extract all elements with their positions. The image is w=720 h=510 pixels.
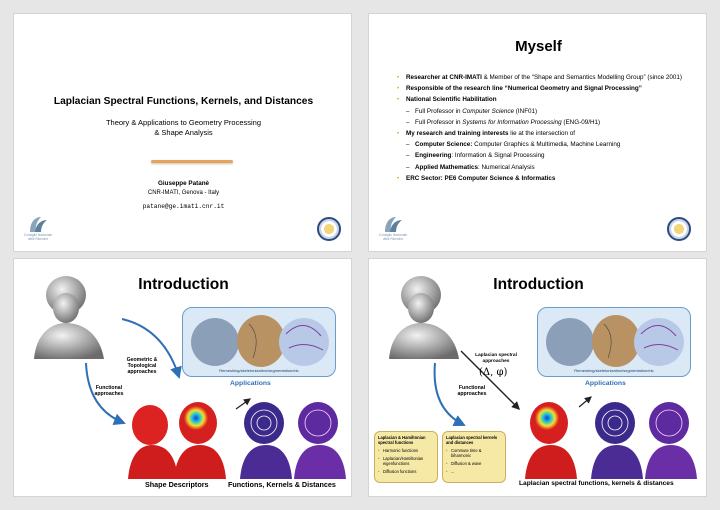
sub-item: – Computer Science: Computer Graphics & Multimedia, Machine Learning xyxy=(406,141,621,149)
item-text: lie at the intersection of xyxy=(508,129,576,137)
list-item xyxy=(397,74,702,82)
list-item xyxy=(397,96,702,104)
cnr-logo xyxy=(21,214,55,244)
label-line: Functional xyxy=(95,385,123,391)
author-email: patane@ge.imati.cnr.it xyxy=(142,203,225,210)
item-text: & Member of the “Shape and Semantics Modelling Group” (since 2001) xyxy=(481,74,683,81)
bullet-icon: • xyxy=(397,97,400,104)
sub-text: Computer Graphics & Multimedia, Machine Learning xyxy=(472,141,621,149)
sub-text: Full Professor in xyxy=(415,118,463,126)
applications-label: Applications xyxy=(585,380,626,387)
box-item: • Diffusion & wave xyxy=(446,461,502,466)
sub-item: – Full Professor in Computer Science (INF01) xyxy=(406,107,538,115)
cnr-logo-icon xyxy=(376,214,410,234)
box-heading: Laplacian spectral kernels and distances xyxy=(446,435,498,445)
bio-list xyxy=(397,74,702,186)
spectral-kernels-box xyxy=(442,431,506,483)
subtitle-line: & Shape Analysis xyxy=(154,128,213,137)
sub-text: (INF01) xyxy=(514,107,538,115)
sub-item: – Engineering: Information & Signal Processing xyxy=(406,152,545,160)
presentation-subtitle xyxy=(14,118,352,138)
geometric-approaches-label xyxy=(114,357,170,376)
author-affiliation: CNR-IMATI, Genova - Italy xyxy=(147,190,220,196)
cnr-logo xyxy=(376,214,410,244)
sub-item: – Full Professor in Systems for Information Processing (ENG-09/H1) xyxy=(406,118,601,126)
label-line: approaches xyxy=(482,358,510,364)
spectral-functions-box xyxy=(374,431,438,483)
list-item xyxy=(397,130,702,138)
bullet-icon: • xyxy=(397,175,400,182)
applications-caption: Remeshing/skeletonization/segmentation/etc xyxy=(574,368,654,373)
slide-myself[interactable] xyxy=(368,13,707,252)
item-bold: Researcher at CNR-IMATI xyxy=(406,74,482,81)
label-line: approaches xyxy=(94,391,124,398)
box-item: • Commute time & biharmonic xyxy=(446,448,502,458)
box-item: • Laplacian/Hamiltonian eigenfunctions xyxy=(378,456,434,466)
item-bold: National Scientific Habilitation xyxy=(406,96,497,104)
box-heading: Laplacian & Hamiltonian spectral functions xyxy=(378,435,426,445)
slide-introduction-1[interactable] xyxy=(13,258,352,497)
cnr-logo-icon xyxy=(21,214,55,234)
orange-divider xyxy=(151,160,233,163)
sub-text: : Information & Signal Processing xyxy=(451,152,545,160)
laplacian-formula: (Δ, φ) xyxy=(479,367,508,378)
slide-heading: Introduction xyxy=(138,276,229,293)
box-item: • ... xyxy=(446,469,502,474)
label-line: Functional xyxy=(458,385,486,391)
presentation-title: Laplacian Spectral Functions, Kernels, and Distances xyxy=(53,96,314,107)
label-line: approaches xyxy=(127,369,157,376)
sub-bold: Computer Science: xyxy=(415,141,473,149)
colored-busts-icon xyxy=(519,401,699,479)
cnr-logo-text: Consiglio Nazionale delle Ricerche xyxy=(23,233,53,241)
box-item: • Harmonic functions xyxy=(378,448,434,453)
sub-text: : Numerical Analysis xyxy=(477,163,535,171)
sub-item: – Applied Mathematics: Numerical Analysis xyxy=(406,163,535,171)
university-seal-icon xyxy=(317,217,341,241)
slide-heading: Introduction xyxy=(493,276,584,293)
sub-italic: Computer Science xyxy=(462,107,515,115)
item-bold: ERC Sector: PE6 Computer Science & Informatics xyxy=(406,174,556,182)
box-item: • Diffusion functions xyxy=(378,469,434,474)
item-bold: My research and training interests xyxy=(406,129,509,137)
applications-label: Applications xyxy=(230,380,271,387)
slide-introduction-2[interactable] xyxy=(368,258,707,497)
sub-text: Full Professor in xyxy=(415,107,463,115)
label-line: Geometric & xyxy=(126,357,158,363)
colored-busts-icon xyxy=(126,401,346,479)
university-seal-icon xyxy=(667,217,691,241)
cnr-logo-text: Consiglio Nazionale delle Ricerche xyxy=(378,233,408,241)
slide-heading: Myself xyxy=(515,38,562,55)
label-line: Laplacian spectral xyxy=(475,353,517,358)
bullet-icon: • xyxy=(397,86,400,93)
bullet-icon: • xyxy=(397,130,400,137)
label-line: approaches xyxy=(457,391,487,398)
list-item xyxy=(397,175,702,183)
shape-descriptors-label: Shape Descriptors xyxy=(145,480,209,489)
label-line: Topological xyxy=(127,363,157,370)
sub-text: (ENG-09/H1) xyxy=(561,118,601,126)
sub-bold: Engineering xyxy=(415,152,452,160)
slide-title[interactable] xyxy=(13,13,352,252)
functional-approaches-label xyxy=(86,385,132,397)
functional-approaches-label xyxy=(449,385,495,397)
author-name: Giuseppe Patanè xyxy=(157,180,210,187)
sub-bold: Applied Mathematics xyxy=(415,163,478,171)
item-bold: Responsible of the research line “Numerical Geometry and Signal Processing” xyxy=(406,85,642,93)
list-item xyxy=(397,85,702,93)
laplacian-spectral-approaches-label xyxy=(469,353,523,364)
bullet-icon: • xyxy=(397,75,400,81)
functions-kernels-distances-label: Functions, Kernels & Distances xyxy=(228,480,336,489)
laplacian-footer-label: Laplacian spectral functions, kernels & distances xyxy=(519,480,674,487)
applications-caption: Remeshing/skeletonization/segmentation/etc xyxy=(219,368,299,373)
sub-italic: Systems for Information Processing xyxy=(462,118,562,126)
subtitle-line: Theory & Applications to Geometry Processing xyxy=(105,118,262,127)
